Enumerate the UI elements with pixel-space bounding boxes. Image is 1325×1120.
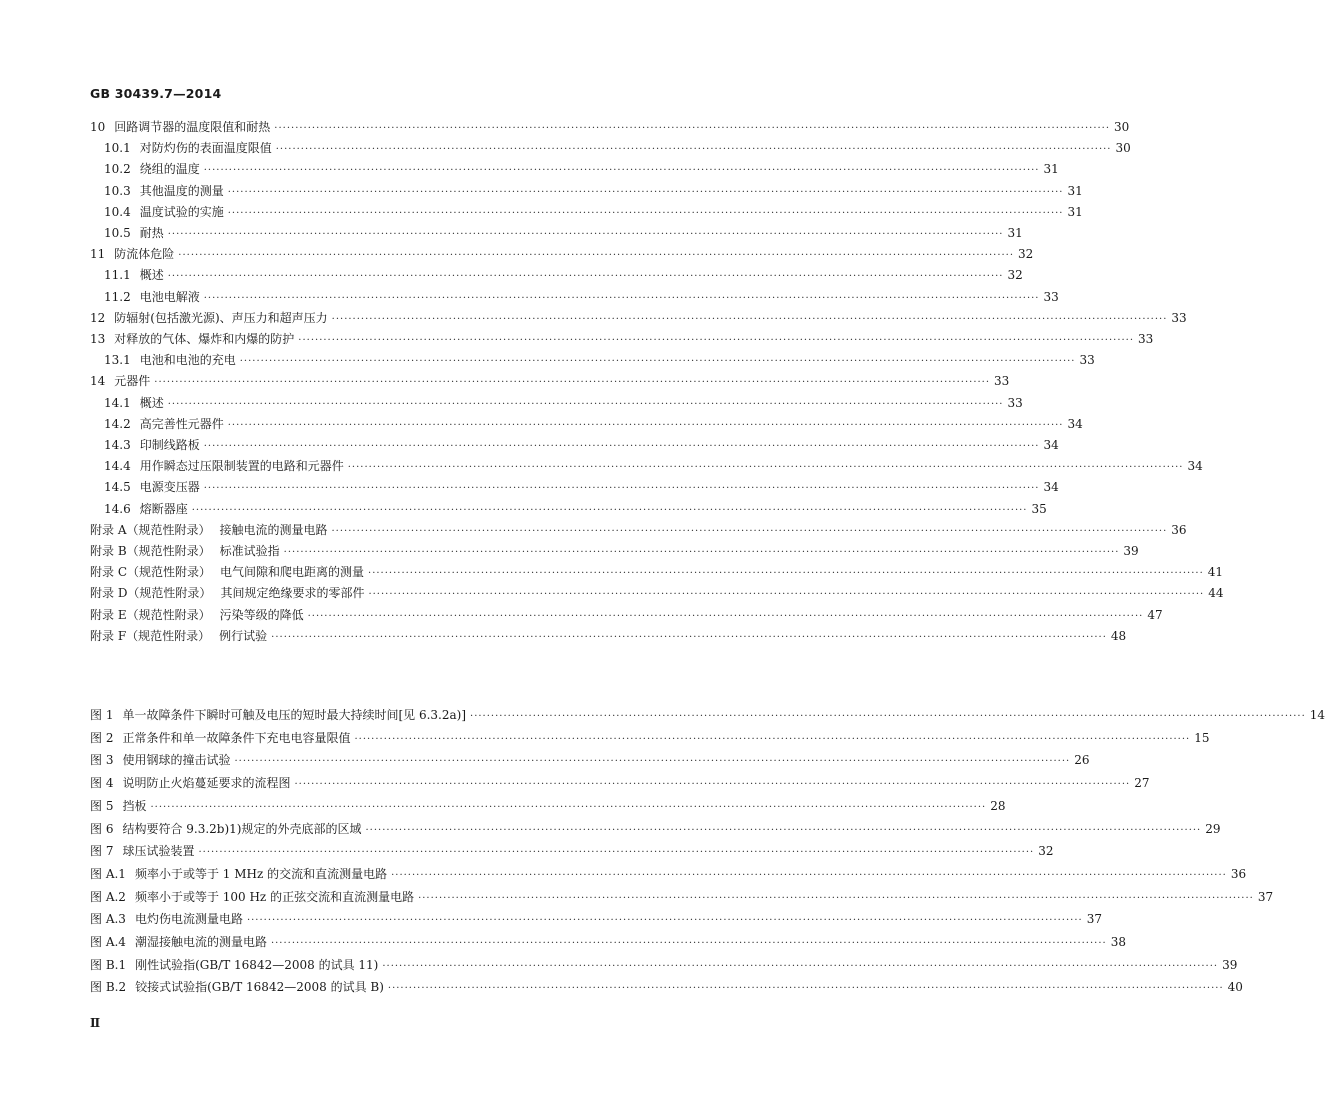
figure-entry[interactable] [90,797,1006,815]
entry-page-number: 30 [1115,141,1131,155]
entry-title: 接触电流的测量电路 [219,523,328,537]
dot-leader: ········································································································································································································ [198,847,1035,858]
toc-entry[interactable] [90,330,1154,348]
toc-entry[interactable] [104,288,1059,306]
entry-number: 14.4 [104,459,131,473]
entry-number: 13 [90,332,106,346]
dot-leader: ········································································································································································································ [150,802,987,813]
entry-number: 11.2 [104,290,131,304]
entry-page-number: 36 [1171,523,1187,537]
entry-number: 图 A.2 [90,890,126,904]
toc-entry[interactable] [104,203,1083,221]
entry-page-number: 37 [1257,890,1274,904]
figure-entry[interactable] [90,774,1150,792]
entry-page-number: 33 [1079,353,1095,367]
dot-leader: ········································································································································································································ [246,915,1083,926]
entry-number: 图 7 [90,844,114,858]
figure-entry[interactable] [90,888,1274,906]
toc-entry[interactable] [90,606,1163,624]
dot-leader: ········································································································································································································ [275,144,1112,155]
toc-entry[interactable] [90,542,1139,560]
entry-number: 14.6 [104,502,131,516]
entry-page-number: 37 [1086,912,1102,926]
entry-title: 对释放的气体、爆炸和内爆的防护 [114,332,295,346]
entry-number: 附录 F（规范性附录） [90,629,211,643]
dot-leader: ········································································································································································································ [234,756,1071,767]
entry-page-number: 26 [1074,753,1090,767]
dot-leader: ········································································································································································································ [331,314,1168,325]
entry-number: 10.4 [104,205,131,219]
dot-leader: ········································································································································································································ [382,961,1219,972]
toc-entry[interactable] [104,394,1023,412]
entry-number: 14.1 [104,396,131,410]
dot-leader: ········································································································································································································ [391,870,1227,881]
entry-title: 使用钢球的撞击试验 [122,753,231,767]
toc-entry[interactable] [104,351,1095,369]
entry-page-number: 27 [1134,776,1150,790]
entry-title: 潮湿接触电流的测量电路 [134,935,267,949]
toc-entry[interactable] [90,627,1127,645]
entry-page-number: 30 [1114,120,1130,134]
entry-title: 高完善性元器件 [139,417,224,431]
entry-title: 电源变压器 [139,480,200,494]
entry-page-number: 39 [1123,544,1139,558]
dot-leader: ········································································································································································································ [274,123,1111,134]
entry-title: 电池电解液 [139,290,200,304]
dot-leader: ········································································································································································································ [294,779,1131,790]
document-header: GB 30439.7—2014 [90,86,222,101]
dot-leader: ········································································································································································································ [191,505,1028,516]
entry-number: 10.2 [104,162,131,176]
dot-leader: ········································································································································································································ [271,632,1107,643]
entry-number: 14.2 [104,417,131,431]
entry-number: 图 B.1 [90,958,127,972]
entry-page-number: 38 [1110,935,1126,949]
dot-leader: ········································································································································································································ [154,377,991,388]
entry-page-number: 32 [1007,268,1023,282]
entry-page-number: 33 [1138,332,1154,346]
toc-entry[interactable] [104,266,1023,284]
entry-page-number: 31 [1007,226,1023,240]
dot-leader: ········································································································································································································ [167,229,1004,240]
entry-number: 图 6 [90,822,114,836]
entry-title: 污染等级的降低 [219,608,304,622]
entry-page-number: 34 [1067,417,1083,431]
figure-entry[interactable] [90,865,1247,883]
entry-title: 熔断器座 [139,502,188,516]
entry-number: 14.3 [104,438,131,452]
toc-entry[interactable] [104,457,1203,475]
entry-title: 其间规定绝缘要求的零部件 [220,586,365,600]
entry-title: 绕组的温度 [139,162,200,176]
entry-page-number: 29 [1205,822,1221,836]
entry-title: 例行试验 [219,629,268,643]
toc-entry[interactable] [104,139,1131,157]
toc-entry[interactable] [104,182,1083,200]
toc-entry[interactable] [104,478,1059,496]
entry-page-number: 28 [990,799,1006,813]
entry-page-number: 48 [1110,629,1127,643]
figure-entry[interactable] [90,956,1238,974]
toc-entry[interactable] [104,224,1023,242]
entry-number: 图 4 [90,776,114,790]
toc-entry[interactable] [90,245,1034,263]
entry-title: 结构要符合 9.3.2b)1)规定的外壳底部的区域 [122,822,362,836]
entry-number: 附录 B（规范性附录） [90,544,211,558]
entry-title: 温度试验的实施 [139,205,224,219]
entry-number: 图 B.2 [90,980,127,994]
page-number: Ⅱ [90,1016,101,1030]
dot-leader: ········································································································································································································ [365,825,1202,836]
dot-leader: ········································································································································································································ [283,547,1120,558]
toc-entry[interactable] [104,500,1047,518]
entry-number: 图 2 [90,731,114,745]
entry-title: 铰接式试验指(GB/T 16842—2008 的试具 B) [135,980,384,994]
entry-number: 附录 E（规范性附录） [90,608,211,622]
dot-leader: ········································································································································································································ [203,293,1040,304]
entry-title: 耐热 [139,226,164,240]
entry-title: 概述 [139,396,164,410]
entry-page-number: 33 [1007,396,1023,410]
dot-leader: ········································································································································································································ [307,611,1144,622]
entry-number: 图 A.1 [90,867,126,881]
figure-entry[interactable] [90,751,1090,769]
entry-page-number: 34 [1043,438,1059,452]
entry-number: 12 [90,311,106,325]
dot-leader: ········································································································································································································ [387,983,1224,994]
entry-page-number: 31 [1067,184,1083,198]
entry-page-number: 15 [1194,731,1210,745]
entry-title: 防辐射(包括激光源)、声压力和超声压力 [114,311,328,325]
entry-title: 说明防止火焰蔓延要求的流程图 [122,776,291,790]
entry-title: 电池和电池的充电 [139,353,236,367]
entry-title: 电灼伤电流测量电路 [134,912,243,926]
entry-number: 附录 D（规范性附录） [90,586,212,600]
dot-leader: ········································································································································································································ [418,893,1254,904]
entry-page-number: 39 [1222,958,1238,972]
entry-number: 14.5 [104,480,131,494]
entry-page-number: 31 [1067,205,1083,219]
entry-number: 10.1 [104,141,131,155]
entry-title: 防流体危险 [114,247,175,261]
entry-number: 图 5 [90,799,114,813]
dot-leader: ········································································································································································································ [227,420,1064,431]
entry-number: 附录 A（规范性附录） [90,523,211,537]
entry-page-number: 32 [1038,844,1054,858]
entry-title: 球压试验装置 [122,844,195,858]
toc-entry[interactable] [104,415,1083,433]
figure-entry[interactable] [90,910,1102,928]
dot-leader: ········································································································································································································ [470,711,1306,722]
entry-number: 10.5 [104,226,131,240]
entry-title: 其他温度的测量 [139,184,224,198]
figure-entry[interactable] [90,729,1210,747]
dot-leader: ········································································································································································································ [203,441,1040,452]
dot-leader: ········································································································································································································ [203,165,1040,176]
entry-title: 用作瞬态过压限制装置的电路和元器件 [139,459,344,473]
entry-title: 回路调节器的温度限值和耐热 [114,120,271,134]
figure-entry[interactable] [90,842,1054,860]
toc-entry[interactable] [90,521,1187,539]
figure-entry[interactable] [90,820,1221,838]
toc-entry[interactable] [90,309,1187,327]
dot-leader: ········································································································································································································ [167,399,1004,410]
entry-number: 11 [90,247,106,261]
entry-title: 刚性试验指(GB/T 16842—2008 的试具 11) [135,958,379,972]
figure-entry[interactable] [90,706,1325,724]
entry-number: 图 A.4 [90,935,126,949]
toc-entry[interactable] [90,584,1224,602]
dot-leader: ········································································································································································································ [270,938,1107,949]
entry-number: 13.1 [104,353,131,367]
entry-page-number: 34 [1187,459,1203,473]
dot-leader: ········································································································································································································ [347,462,1184,473]
entry-title: 频率小于或等于 1 MHz 的交流和直流测量电路 [134,867,388,881]
entry-page-number: 35 [1031,502,1047,516]
entry-title: 挡板 [122,799,147,813]
dot-leader: ········································································································································································································ [368,589,1205,600]
entry-title: 标准试验指 [219,544,280,558]
entry-number: 图 A.3 [90,912,126,926]
dot-leader: ········································································································································································································ [331,526,1168,537]
entry-page-number: 44 [1208,586,1224,600]
entry-number: 11.1 [104,268,131,282]
entry-page-number: 36 [1230,867,1247,881]
toc-entry[interactable] [90,563,1224,581]
dot-leader: ········································································································································································································ [167,271,1004,282]
entry-number: 图 3 [90,753,114,767]
toc-entry[interactable] [104,160,1059,178]
dot-leader: ········································································································································································································ [227,187,1064,198]
dot-leader: ········································································································································································································ [368,568,1204,579]
entry-title: 频率小于或等于 100 Hz 的正弦交流和直流测量电路 [134,890,415,904]
entry-page-number: 47 [1147,608,1163,622]
entry-number: 图 1 [90,708,114,722]
entry-page-number: 33 [1171,311,1187,325]
entry-title: 单一故障条件下瞬时可触及电压的短时最大持续时间[见 6.3.2a)] [122,708,467,722]
entry-page-number: 34 [1043,480,1059,494]
entry-page-number: 14 [1309,708,1325,722]
entry-title: 电气间隙和爬电距离的测量 [220,565,365,579]
entry-title: 元器件 [114,374,151,388]
entry-title: 印制线路板 [139,438,200,452]
dot-leader: ········································································································································································································ [227,208,1064,219]
entry-page-number: 32 [1018,247,1034,261]
figure-entry[interactable] [90,978,1243,996]
toc-entry[interactable] [104,436,1059,454]
dot-leader: ········································································································································································································ [298,335,1135,346]
dot-leader: ········································································································································································································ [354,734,1191,745]
entry-number: 14 [90,374,106,388]
entry-page-number: 41 [1207,565,1224,579]
entry-title: 对防灼伤的表面温度限值 [139,141,272,155]
entry-page-number: 33 [994,374,1010,388]
toc-entry[interactable] [90,372,1010,390]
entry-page-number: 31 [1043,162,1059,176]
entry-number: 10 [90,120,106,134]
entry-page-number: 40 [1227,980,1243,994]
toc-entry[interactable] [90,118,1130,136]
dot-leader: ········································································································································································································ [178,250,1015,261]
entry-page-number: 33 [1043,290,1059,304]
entry-number: 10.3 [104,184,131,198]
entry-number: 附录 C（规范性附录） [90,565,211,579]
entry-title: 概述 [139,268,164,282]
dot-leader: ········································································································································································································ [203,483,1040,494]
dot-leader: ········································································································································································································ [239,356,1076,367]
entry-title: 正常条件和单一故障条件下充电电容量限值 [122,731,351,745]
figure-entry[interactable] [90,933,1126,951]
